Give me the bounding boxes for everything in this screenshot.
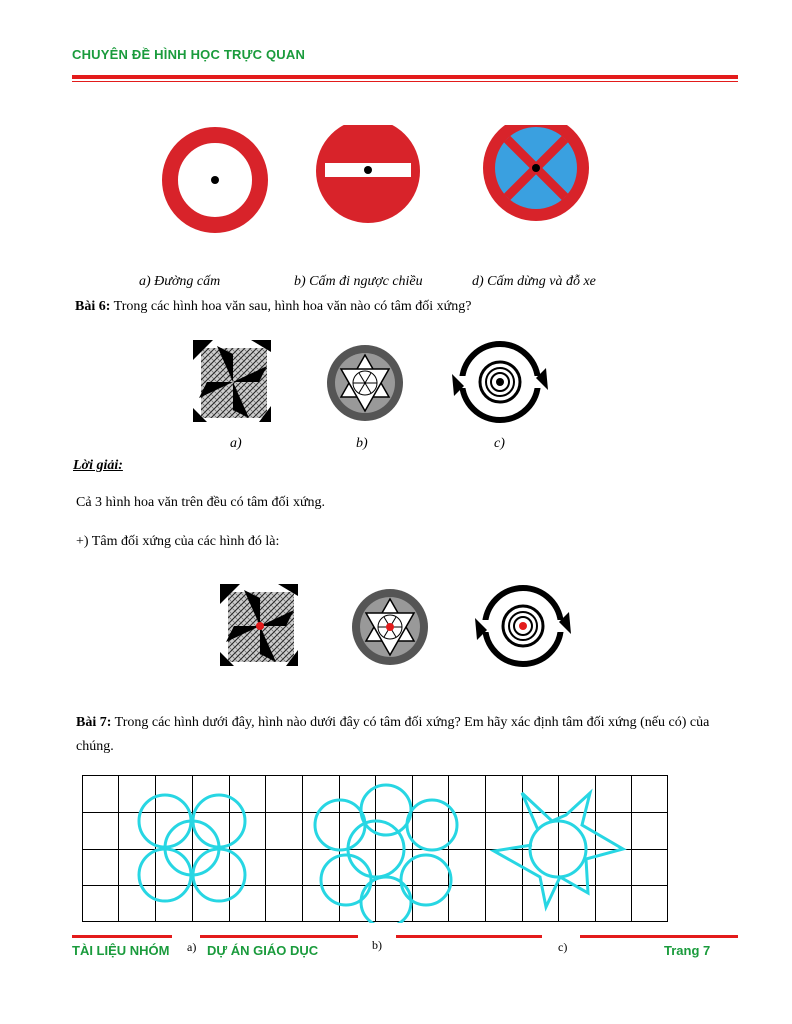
bai6-label: Bài 6: xyxy=(75,299,111,314)
pattern-label-b: b) xyxy=(356,436,368,451)
pattern-b-center xyxy=(352,589,428,665)
bai6-question: Trong các hình hoa văn sau, hình hoa văn nào có tâm đối xứng? xyxy=(113,299,472,314)
shape-b-flower xyxy=(315,785,457,923)
pattern-b xyxy=(327,345,403,421)
sign-caption-d: d) Cấm dừng và đỗ xe xyxy=(472,274,596,289)
header-rule xyxy=(72,75,738,79)
footer-left-text: TÀI LIỆU NHÓM xyxy=(72,943,170,958)
sign-caption-b: b) Cấm đi ngược chiều xyxy=(294,274,423,289)
sign-duong-cam xyxy=(170,135,260,225)
bai6-paragraph xyxy=(75,299,471,315)
footer-rule-3 xyxy=(396,935,542,938)
sign-caption-a: a) Đường cấm xyxy=(139,274,221,289)
document-header-title: CHUYÊN ĐỀ HÌNH HỌC TRỰC QUAN xyxy=(72,47,306,62)
grid-label-a: a) xyxy=(187,940,197,954)
footer-middle-text: DỰ ÁN GIÁO DỤC xyxy=(207,943,319,958)
footer-page-number: Trang 7 xyxy=(664,943,711,958)
sign-cam-dung-do-xe xyxy=(483,125,589,221)
grid-label-c: c) xyxy=(558,940,568,954)
grid-figure xyxy=(82,775,670,923)
pattern-label-c: c) xyxy=(494,436,505,451)
footer-rule-1 xyxy=(72,935,172,938)
bai7-question: Trong các hình dưới đây, hình nào dưới đây có tâm đối xứng? Em hãy xác định tâm đối xứng (nếu có) của chúng. xyxy=(76,715,710,754)
solution-line-1: Cả 3 hình hoa văn trên đều có tâm đối xứng. xyxy=(76,495,326,510)
grid-label-b: b) xyxy=(372,938,382,952)
sign-cam-di-nguoc-chieu xyxy=(316,125,420,223)
pattern-label-a: a) xyxy=(230,436,242,451)
pattern-c xyxy=(452,344,548,420)
pattern-a xyxy=(193,340,271,422)
solution-line-2: +) Tâm đối xứng của các hình đó là: xyxy=(76,534,280,549)
traffic-signs-figure xyxy=(150,125,630,250)
pattern-a-center xyxy=(220,584,298,666)
solution-heading: Lời giải: xyxy=(73,458,123,473)
bai7-label: Bài 7: xyxy=(76,715,112,730)
patterns-with-centers-figure xyxy=(215,582,595,672)
pattern-c-center xyxy=(475,588,571,664)
header-rule-thin xyxy=(72,81,738,82)
bai7-paragraph xyxy=(76,711,738,759)
footer-rule-2 xyxy=(200,935,358,938)
footer-rule-4 xyxy=(580,935,738,938)
patterns-figure xyxy=(190,338,570,428)
